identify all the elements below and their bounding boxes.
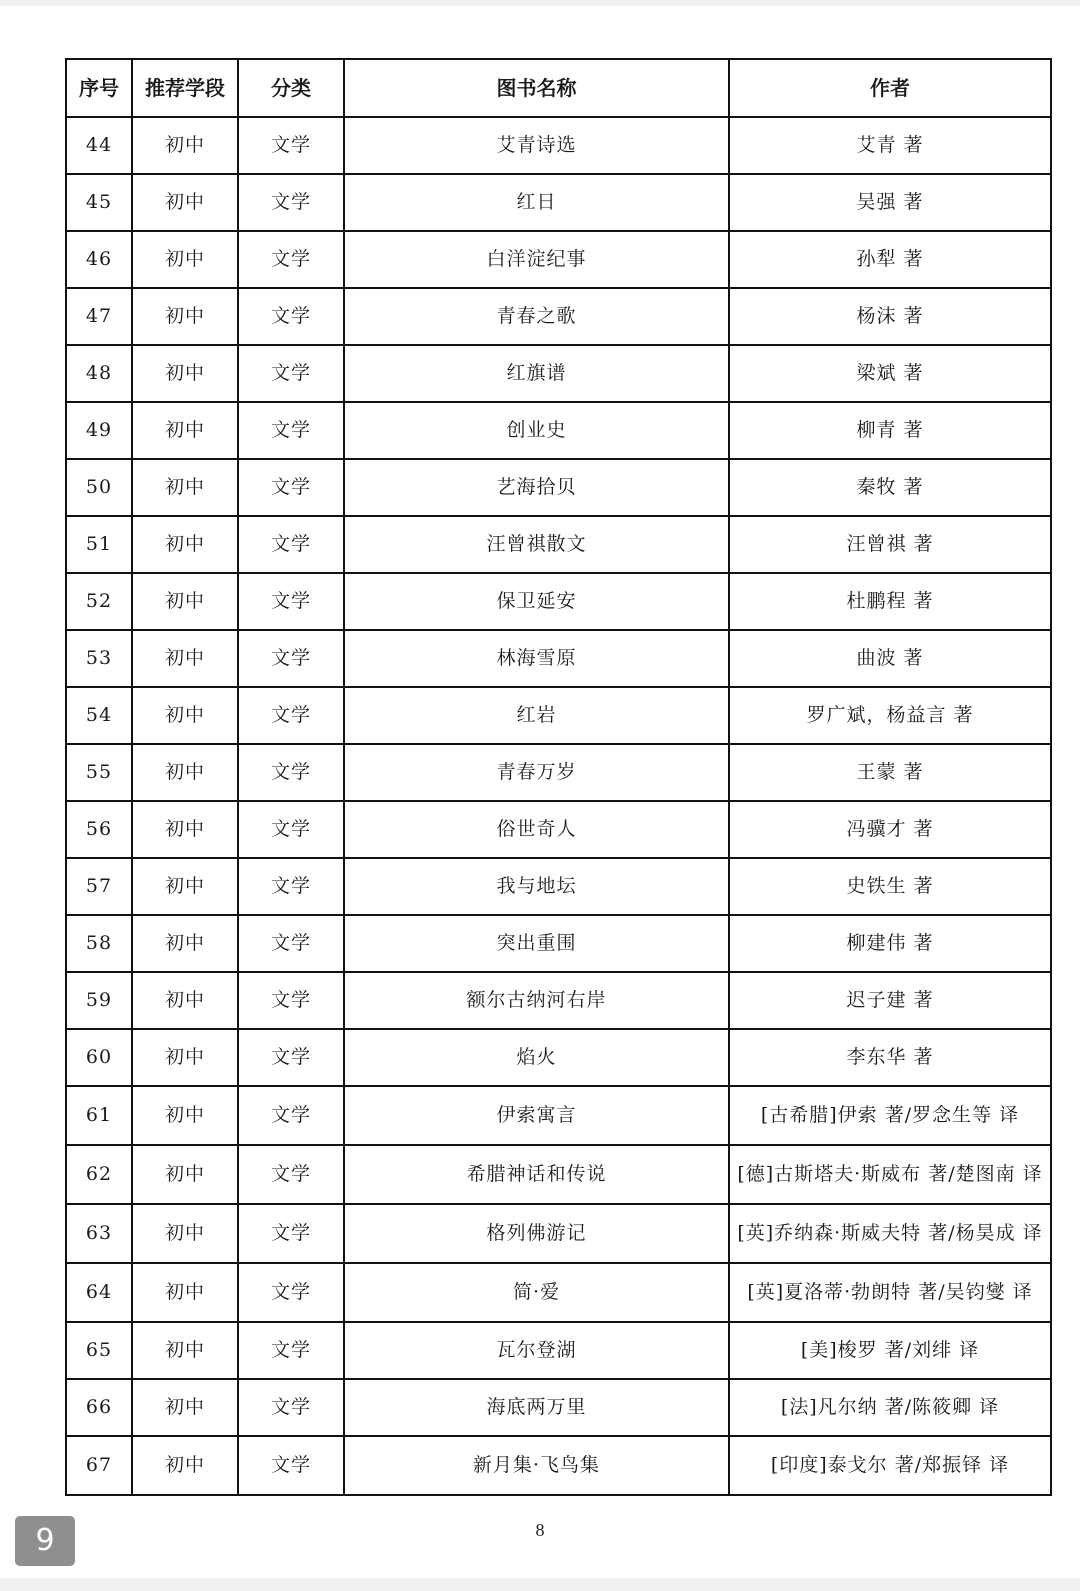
cell-stage: 初中: [132, 117, 238, 174]
cell-category: 文学: [238, 231, 344, 288]
cell-author: 王蒙 著: [729, 744, 1051, 801]
cell-author: 罗广斌，杨益言 著: [729, 687, 1051, 744]
cell-stage: 初中: [132, 1379, 238, 1436]
header-title: 图书名称: [344, 59, 729, 117]
table-row: [66, 1086, 1051, 1145]
cell-stage: 初中: [132, 1436, 238, 1495]
cell-stage: 初中: [132, 858, 238, 915]
cell-category: 文学: [238, 402, 344, 459]
cell-title: 俗世奇人: [344, 801, 729, 858]
cell-category: 文学: [238, 117, 344, 174]
cell-stage: 初中: [132, 516, 238, 573]
cell-category: 文学: [238, 1145, 344, 1204]
cell-author: 艾青 著: [729, 117, 1051, 174]
cell-author: 李东华 著: [729, 1029, 1051, 1086]
table-body: [66, 117, 1051, 1495]
table-row: [66, 1145, 1051, 1204]
cell-title: 红日: [344, 174, 729, 231]
table-row: [66, 687, 1051, 744]
cell-title: 瓦尔登湖: [344, 1322, 729, 1379]
cell-title: 简·爱: [344, 1263, 729, 1322]
cell-author: 杨沫 著: [729, 288, 1051, 345]
cell-category: 文学: [238, 1029, 344, 1086]
cell-title: 我与地坛: [344, 858, 729, 915]
cell-stage: 初中: [132, 1086, 238, 1145]
cell-category: 文学: [238, 972, 344, 1029]
header-category: 分类: [238, 59, 344, 117]
cell-author: 汪曾祺 著: [729, 516, 1051, 573]
cell-category: 文学: [238, 345, 344, 402]
cell-index: 56: [66, 801, 132, 858]
cell-stage: 初中: [132, 402, 238, 459]
cell-title: 艾青诗选: [344, 117, 729, 174]
cell-stage: 初中: [132, 288, 238, 345]
header-author: 作者: [729, 59, 1051, 117]
cell-stage: 初中: [132, 1029, 238, 1086]
cell-category: 文学: [238, 1322, 344, 1379]
table-row: [66, 459, 1051, 516]
cell-title: 白洋淀纪事: [344, 231, 729, 288]
cell-author: 柳青 著: [729, 402, 1051, 459]
cell-author: [印度]泰戈尔 著/郑振铎 译: [729, 1436, 1051, 1495]
cell-index: 59: [66, 972, 132, 1029]
table-row: [66, 1436, 1051, 1495]
cell-index: 65: [66, 1322, 132, 1379]
cell-index: 55: [66, 744, 132, 801]
cell-index: 44: [66, 117, 132, 174]
cell-stage: 初中: [132, 915, 238, 972]
cell-title: 新月集·飞鸟集: [344, 1436, 729, 1495]
cell-stage: 初中: [132, 972, 238, 1029]
page-indicator-badge[interactable]: 9: [15, 1516, 75, 1566]
cell-index: 62: [66, 1145, 132, 1204]
cell-title: 林海雪原: [344, 630, 729, 687]
cell-author: 曲波 著: [729, 630, 1051, 687]
cell-author: [英]乔纳森·斯威夫特 著/杨昊成 译: [729, 1204, 1051, 1263]
cell-title: 青春之歌: [344, 288, 729, 345]
cell-stage: 初中: [132, 801, 238, 858]
cell-author: 冯骥才 著: [729, 801, 1051, 858]
table-row: [66, 1379, 1051, 1436]
cell-index: 54: [66, 687, 132, 744]
cell-author: 孙犁 著: [729, 231, 1051, 288]
cell-stage: 初中: [132, 174, 238, 231]
cell-title: 突出重围: [344, 915, 729, 972]
cell-index: 51: [66, 516, 132, 573]
cell-category: 文学: [238, 174, 344, 231]
cell-index: 48: [66, 345, 132, 402]
cell-index: 45: [66, 174, 132, 231]
page-number: 8: [535, 1520, 545, 1540]
table-row: [66, 1322, 1051, 1379]
cell-category: 文学: [238, 687, 344, 744]
book-list-table: [65, 58, 1052, 1496]
cell-stage: 初中: [132, 345, 238, 402]
cell-title: 红旗谱: [344, 345, 729, 402]
table-row: [66, 915, 1051, 972]
cell-author: 吴强 著: [729, 174, 1051, 231]
cell-author: [法]凡尔纳 著/陈筱卿 译: [729, 1379, 1051, 1436]
cell-category: 文学: [238, 516, 344, 573]
cell-stage: 初中: [132, 1145, 238, 1204]
table-row: [66, 402, 1051, 459]
cell-category: 文学: [238, 630, 344, 687]
cell-author: 秦牧 著: [729, 459, 1051, 516]
cell-index: 53: [66, 630, 132, 687]
cell-category: 文学: [238, 1436, 344, 1495]
cell-author: [德]古斯塔夫·斯威布 著/楚图南 译: [729, 1145, 1051, 1204]
cell-index: 52: [66, 573, 132, 630]
cell-index: 50: [66, 459, 132, 516]
cell-author: [古希腊]伊索 著/罗念生等 译: [729, 1086, 1051, 1145]
cell-title: 希腊神话和传说: [344, 1145, 729, 1204]
cell-title: 红岩: [344, 687, 729, 744]
cell-author: 杜鹏程 著: [729, 573, 1051, 630]
cell-index: 63: [66, 1204, 132, 1263]
cell-title: 额尔古纳河右岸: [344, 972, 729, 1029]
cell-stage: 初中: [132, 630, 238, 687]
cell-index: 67: [66, 1436, 132, 1495]
table-row: [66, 117, 1051, 174]
cell-stage: 初中: [132, 1322, 238, 1379]
table-header-row: [66, 59, 1051, 117]
table-row: [66, 801, 1051, 858]
header-index: 序号: [66, 59, 132, 117]
cell-title: 伊索寓言: [344, 1086, 729, 1145]
table-row: [66, 288, 1051, 345]
cell-title: 创业史: [344, 402, 729, 459]
cell-author: 史铁生 著: [729, 858, 1051, 915]
cell-category: 文学: [238, 744, 344, 801]
cell-index: 57: [66, 858, 132, 915]
cell-stage: 初中: [132, 1204, 238, 1263]
cell-index: 60: [66, 1029, 132, 1086]
table-row: [66, 744, 1051, 801]
cell-category: 文学: [238, 915, 344, 972]
cell-index: 46: [66, 231, 132, 288]
table-row: [66, 231, 1051, 288]
table-row: [66, 174, 1051, 231]
table-row: [66, 972, 1051, 1029]
cell-title: 格列佛游记: [344, 1204, 729, 1263]
table-row: [66, 573, 1051, 630]
table-row: [66, 1204, 1051, 1263]
cell-category: 文学: [238, 1204, 344, 1263]
table-row: [66, 516, 1051, 573]
cell-category: 文学: [238, 288, 344, 345]
cell-author: [美]梭罗 著/刘绯 译: [729, 1322, 1051, 1379]
cell-title: 焰火: [344, 1029, 729, 1086]
cell-category: 文学: [238, 459, 344, 516]
cell-category: 文学: [238, 858, 344, 915]
cell-title: 汪曾祺散文: [344, 516, 729, 573]
cell-stage: 初中: [132, 744, 238, 801]
cell-author: 梁斌 著: [729, 345, 1051, 402]
table-row: [66, 630, 1051, 687]
cell-stage: 初中: [132, 687, 238, 744]
cell-category: 文学: [238, 573, 344, 630]
cell-title: 海底两万里: [344, 1379, 729, 1436]
cell-index: 66: [66, 1379, 132, 1436]
table-row: [66, 345, 1051, 402]
cell-category: 文学: [238, 1379, 344, 1436]
cell-title: 艺海拾贝: [344, 459, 729, 516]
cell-index: 47: [66, 288, 132, 345]
cell-author: 柳建伟 著: [729, 915, 1051, 972]
cell-stage: 初中: [132, 573, 238, 630]
table-row: [66, 1029, 1051, 1086]
cell-index: 64: [66, 1263, 132, 1322]
cell-title: 保卫延安: [344, 573, 729, 630]
cell-index: 58: [66, 915, 132, 972]
cell-index: 61: [66, 1086, 132, 1145]
header-stage: 推荐学段: [132, 59, 238, 117]
cell-author: [英]夏洛蒂·勃朗特 著/吴钧燮 译: [729, 1263, 1051, 1322]
cell-stage: 初中: [132, 231, 238, 288]
cell-title: 青春万岁: [344, 744, 729, 801]
table-row: [66, 1263, 1051, 1322]
cell-stage: 初中: [132, 459, 238, 516]
cell-category: 文学: [238, 1086, 344, 1145]
cell-index: 49: [66, 402, 132, 459]
cell-stage: 初中: [132, 1263, 238, 1322]
cell-category: 文学: [238, 801, 344, 858]
cell-category: 文学: [238, 1263, 344, 1322]
table-row: [66, 858, 1051, 915]
cell-author: 迟子建 著: [729, 972, 1051, 1029]
document-page: [0, 6, 1080, 1578]
